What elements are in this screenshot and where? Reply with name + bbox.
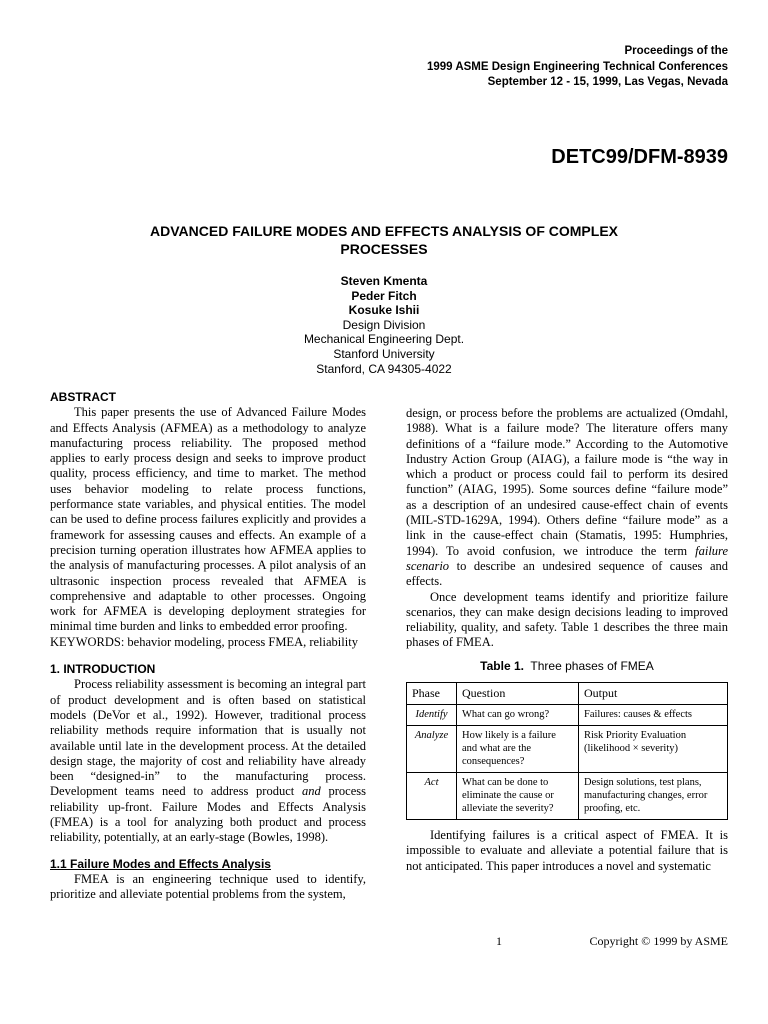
text-run: to describe an undesired sequence of causes and effects.	[406, 558, 728, 589]
table-row	[407, 773, 728, 820]
copyright-notice: Copyright © 1999 by ASME	[589, 934, 728, 948]
question-cell: What can be done to eliminate the cause or alleviate the severity?	[457, 773, 579, 820]
output-cell: Failures: causes & effects	[579, 705, 728, 726]
text-run: design, or process before the problems are actualized (Omdahl, 1988). What is a failure mode? The literature offers many definitions of a “failure mode.” According to the Automotive Industry Action Group (AIAG), a failure mode is “the way in which a product or process could fail to perform its desired function” (AIAG, 1995). Some sources define “failure mode” as a description of an undesired cause-effect chain of events (MIL-STD-1629A, 1994). Others define “failure mode” as a link in the cause-effect chain (Stamatis, 1995: Humphries, 1994). To avoid confusion, we introduce the term	[406, 406, 728, 558]
failure-mode-paragraph	[406, 406, 728, 590]
text-run: process reliability up-front. Failure Modes and Effects Analysis (FMEA) is a tool for analyzing both product and process reliability, potentially, at an early-stage (Bowles, 1998).	[50, 784, 366, 845]
affiliation-line: Stanford, CA 94305-4022	[316, 361, 452, 376]
table-label: Table 1.	[480, 658, 524, 673]
paper-id: DETC99/DFM-8939	[551, 146, 728, 168]
phase-cell: Identify	[407, 705, 457, 726]
affiliation-line: Mechanical Engineering Dept.	[303, 332, 465, 347]
abstract-heading: ABSTRACT	[50, 390, 116, 404]
table-caption-text: Three phases of FMEA	[530, 658, 654, 673]
introduction-heading: 1. INTRODUCTION	[50, 662, 156, 677]
introduction-paragraph	[50, 677, 366, 845]
question-cell: How likely is a failure and what are the consequences?	[457, 726, 579, 773]
right-column	[406, 406, 728, 874]
fmea-paragraph: FMEA is an engineering technique used to identify, prioritize and alleviate potential problems from the system,	[50, 871, 366, 902]
question-cell: What can go wrong?	[457, 705, 579, 726]
author-name: Kosuke Ishii	[348, 303, 420, 318]
header-question: Question	[457, 683, 579, 705]
paper-title	[100, 222, 668, 258]
author-name: Peder Fitch	[351, 288, 417, 303]
abstract-text: This paper presents the use of Advanced Failure Modes and Effects Analysis (AFMEA) as a methodology to analyze manufacturing process reliability. The proposed method applies to early process design and seeks to improve product quality, process efficiency, and time to market. The method uses behavior modeling to relate process functions, performance state variables, and physical entities. The model can be used to define process failures explicitly and provides a framework for assessing causes and effects. An example of a precision turning operation illustrates how AFMEA applies to the analysis of manufacturing processes. A pilot analysis of an ultrasonic inspection process revealed that AFMEA is comprehensive and adaptable to other processes. Ongoing work for AFMEA is developing deployment strategies for minimal time burden and links to embedded error proofing.	[50, 405, 366, 634]
table-row	[407, 726, 728, 773]
affiliation-line: Stanford University	[333, 346, 435, 361]
table-header-row	[407, 683, 728, 705]
text-run: Process reliability assessment is becoming an integral part of product development and is often based on statistical models (DeVor et al., 1992). However, traditional process reliability methods require information that is usually not available until late in the development process. At the detailed design stage, the majority of cost and reliability have already been “designed-in” to the manufacturing process. Development teams need to address product	[50, 677, 366, 799]
proceedings-header	[427, 44, 728, 91]
prioritize-paragraph: Once development teams identify and prioritize failure scenarios, they can make design decisions leading to improved reliability, quality, and safety. Table 1 describes the three main phases of FMEA.	[406, 589, 728, 650]
affiliation-line: Design Division	[342, 317, 426, 332]
emphasis: failure scenario	[406, 543, 728, 573]
header-output: Output	[579, 683, 728, 705]
proceedings-line: Proceedings of the	[624, 45, 728, 57]
title-line: PROCESSES	[340, 241, 428, 257]
output-cell: Design solutions, test plans, manufacturing changes, error proofing, etc.	[579, 773, 728, 820]
identifying-failures-paragraph: Identifying failures is a critical aspect of FMEA. It is impossible to evaluate and alleviate a potential failure that is not anticipated. This paper introduces a novel and systematic	[406, 828, 728, 873]
fmea-phases-table	[406, 682, 728, 820]
table-row	[407, 705, 728, 726]
output-cell: Risk Priority Evaluation (likelihood × severity)	[579, 726, 728, 773]
table-caption	[406, 659, 728, 674]
title-line: ADVANCED FAILURE MODES AND EFFECTS ANALYSIS OF COMPLEX	[150, 223, 618, 239]
phase-cell: Analyze	[407, 726, 457, 773]
page-number: 1	[496, 934, 502, 948]
phase-cell: Act	[407, 773, 457, 820]
author-name: Steven Kmenta	[340, 274, 428, 288]
section-heading-fmea: 1.1 Failure Modes and Effects Analysis	[50, 856, 271, 871]
header-phase: Phase	[407, 683, 457, 705]
dates-location-line: September 12 - 15, 1999, Las Vegas, Nevada	[487, 76, 728, 88]
keywords: KEYWORDS: behavior modeling, process FMEA, reliability	[50, 634, 358, 649]
emphasis: and	[302, 784, 321, 799]
author-block	[184, 274, 584, 376]
conference-line: 1999 ASME Design Engineering Technical Conferences	[426, 60, 728, 73]
left-column	[50, 390, 366, 903]
